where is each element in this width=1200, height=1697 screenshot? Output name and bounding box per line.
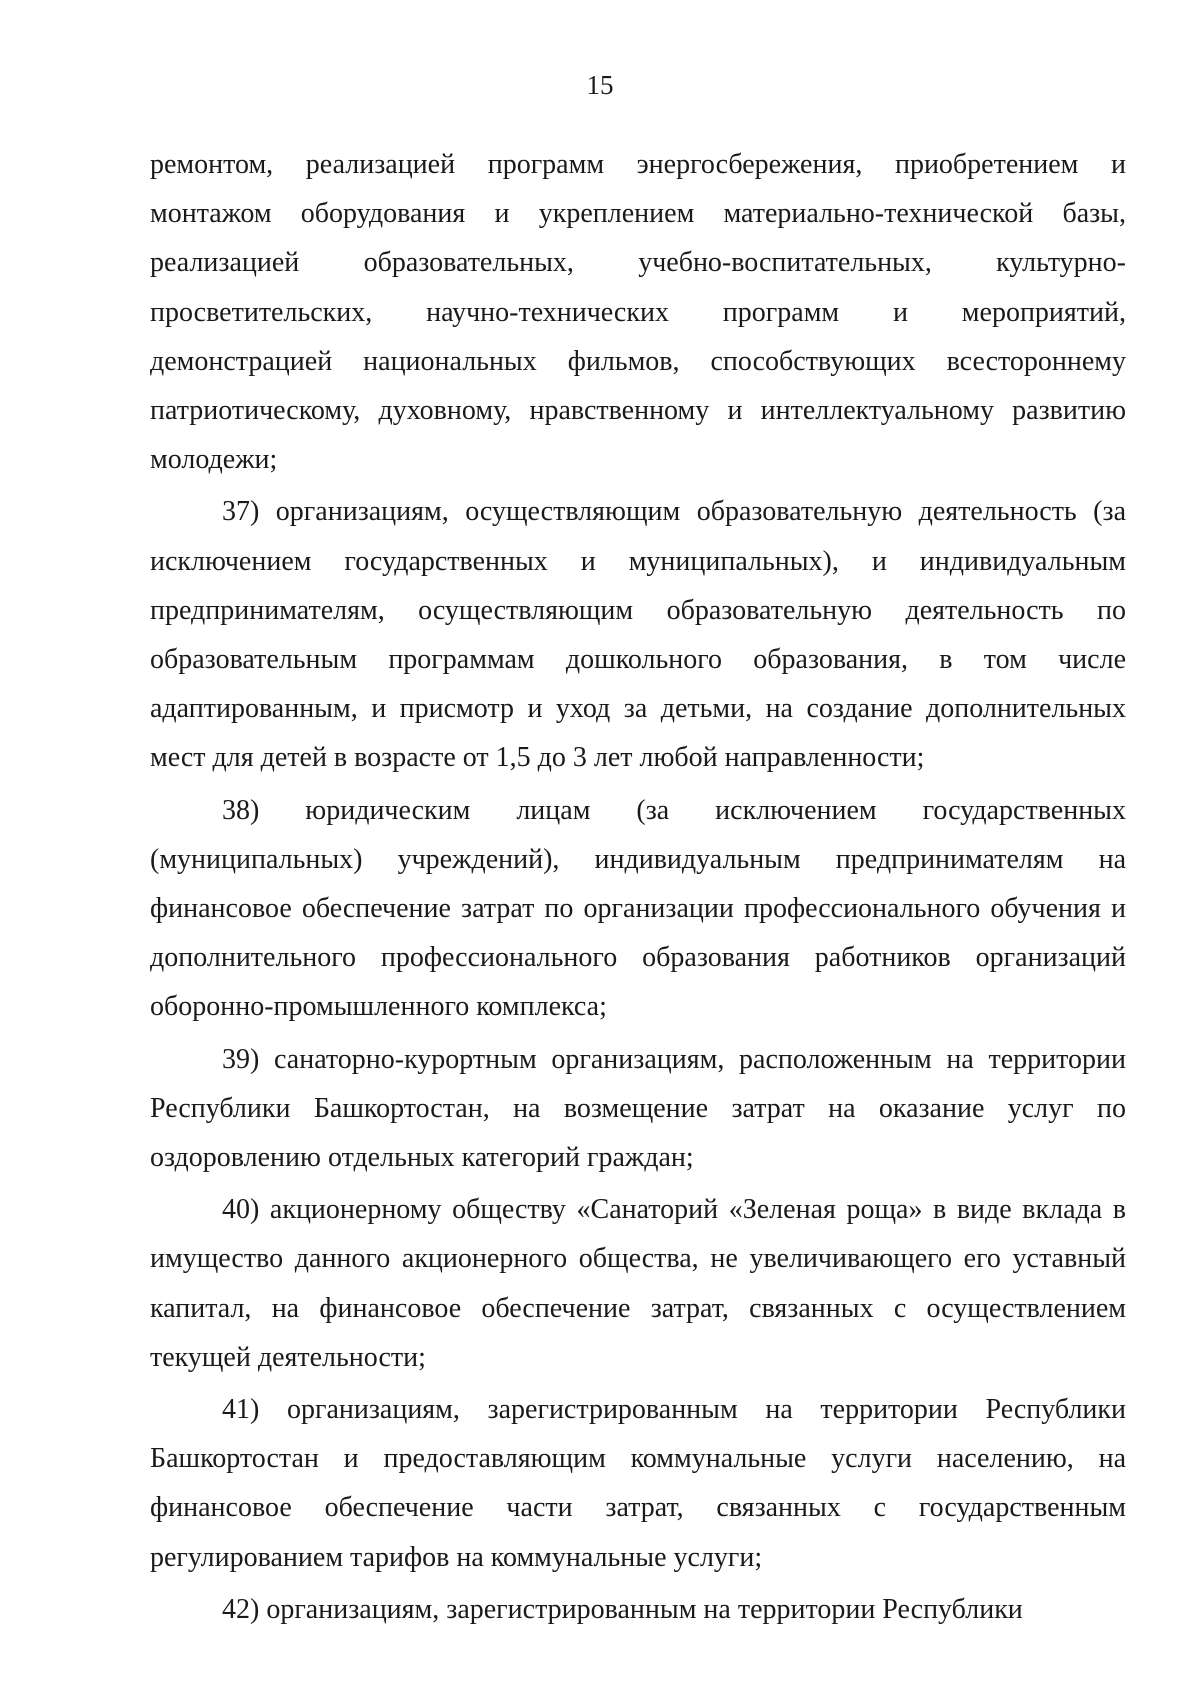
document-body bbox=[150, 140, 1126, 1634]
page-number: 15 bbox=[586, 70, 614, 100]
paragraph-item-39: 39) санаторно-курортным организациям, расположенным на территории Республики Башкортостан, на возмещение затрат на оказание услуг по оздоровлению отдельных категорий граждан; bbox=[150, 1043, 1126, 1174]
paragraph-item-37: 37) организациям, осуществляющим образовательную деятельность (за исключением государственных и муниципальных), и индивидуальным предпринимателям, осуществляющим образовательную деятельность по образовательным программам дошкольного образования, в том числе адаптированным, и присмотр и уход за детьми, на создание дополнительных мест для детей в возрасте от 1,5 до 3 лет любой направленности; bbox=[150, 496, 1126, 774]
paragraph-continuation: ремонтом, реализацией программ энергосбережения, приобретением и монтажом оборудования и укреплением материально-технической базы, реализацией образовательных, учебно-воспитательных, культурно-просветительских, научно-технических программ и мероприятий, демонстрацией национальных фильмов, способствующих всестороннему патриотическому, духовному, нравственному и интеллектуальному развитию молодежи; bbox=[150, 149, 1126, 476]
paragraph-item-38: 38) юридическим лицам (за исключением государственных (муниципальных) учреждений), индивидуальным предпринимателям на финансовое обеспечение затрат по организации профессионального обучения и дополнительного профессионального образования работников организаций оборонно-промышленного комплекса; bbox=[150, 794, 1126, 1023]
paragraph-item-40: 40) акционерному обществу «Санаторий «Зеленая роща» в виде вклада в имущество данного акционерного общества, не увеличивающего его уставный капитал, на финансовое обеспечение затрат, связанных с осуществлением текущей деятельности; bbox=[150, 1194, 1126, 1373]
paragraph-item-42: 42) организациям, зарегистрированным на территории Республики bbox=[222, 1593, 1023, 1625]
paragraph-item-41: 41) организациям, зарегистрированным на территории Республики Башкортостан и предоставляющим коммунальные услуги населению, на финансовое обеспечение части затрат, связанных с государственным регулированием тарифов на коммунальные услуги; bbox=[150, 1394, 1126, 1573]
